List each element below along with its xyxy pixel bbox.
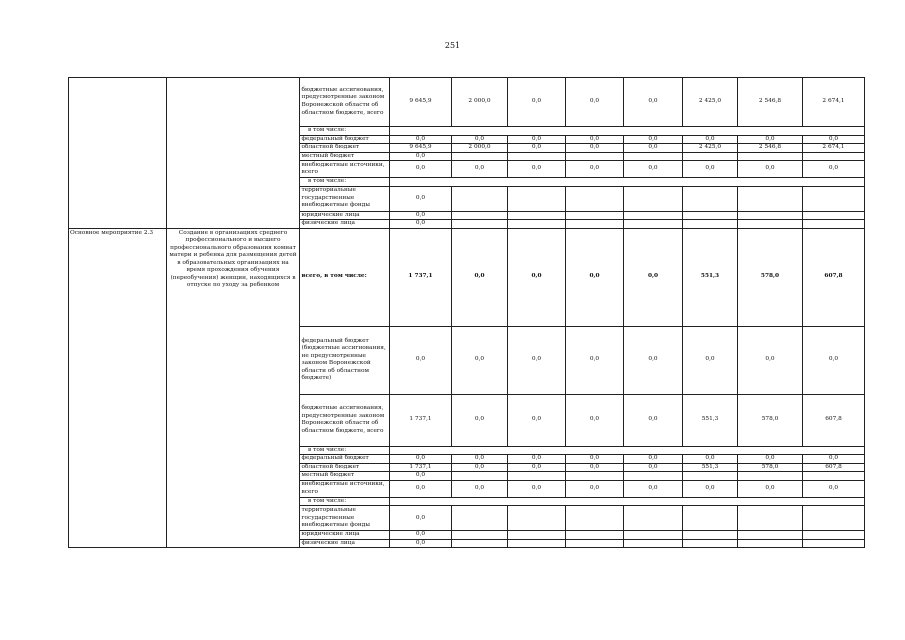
value-cell: 0,0 — [508, 228, 566, 326]
empty-cell — [452, 531, 508, 540]
empty-cell — [452, 152, 508, 161]
value-cell: 0,0 — [390, 135, 452, 144]
empty-cell — [566, 220, 624, 229]
value-cell: 0,0 — [390, 455, 452, 464]
value-cell: 0,0 — [452, 394, 508, 446]
empty-cell — [566, 152, 624, 161]
value-cell: 0,0 — [683, 455, 738, 464]
funding-source-label: областной бюджет — [300, 144, 390, 153]
value-cell: 0,0 — [508, 463, 566, 472]
value-cell: 0,0 — [390, 480, 452, 497]
funding-source-label: бюджетные ассигнования, предусмотренные законом Воронежской области об областном бюджете, всего — [300, 394, 390, 446]
empty-cell — [803, 472, 865, 481]
value-cell: 0,0 — [508, 455, 566, 464]
value-cell: 2 000,0 — [452, 78, 508, 127]
empty-cell — [390, 446, 452, 455]
empty-cell — [452, 446, 508, 455]
empty-cell — [803, 186, 865, 211]
empty-cell — [803, 446, 865, 455]
empty-cell — [683, 472, 738, 481]
value-cell: 0,0 — [566, 135, 624, 144]
empty-cell — [508, 497, 566, 506]
value-cell: 0,0 — [738, 135, 803, 144]
funding-source-label: физические лица — [300, 539, 390, 548]
empty-cell — [624, 178, 683, 187]
empty-cell — [566, 186, 624, 211]
empty-cell — [566, 539, 624, 548]
empty-cell — [566, 531, 624, 540]
empty-cell — [566, 211, 624, 220]
empty-cell — [508, 506, 566, 531]
empty-cell — [738, 531, 803, 540]
empty-cell — [683, 186, 738, 211]
value-cell: 0,0 — [566, 326, 624, 394]
funding-source-label: внебюджетные источники, всего — [300, 161, 390, 178]
value-cell: 0,0 — [452, 455, 508, 464]
empty-cell — [683, 220, 738, 229]
value-cell: 0,0 — [390, 539, 452, 548]
empty-cell — [738, 127, 803, 136]
value-cell: 0,0 — [624, 480, 683, 497]
empty-cell — [566, 506, 624, 531]
empty-cell — [683, 497, 738, 506]
empty-cell — [624, 220, 683, 229]
funding-source-label: территориальные государственные внебюджетные фонды — [300, 506, 390, 531]
empty-cell — [566, 497, 624, 506]
value-cell: 0,0 — [452, 161, 508, 178]
value-cell: 551,3 — [683, 394, 738, 446]
value-cell: 607,8 — [803, 463, 865, 472]
value-cell: 607,8 — [803, 228, 865, 326]
empty-cell — [452, 127, 508, 136]
value-cell: 0,0 — [803, 326, 865, 394]
empty-cell — [803, 211, 865, 220]
value-cell: 0,0 — [566, 78, 624, 127]
value-cell: 0,0 — [452, 326, 508, 394]
value-cell: 607,8 — [803, 394, 865, 446]
empty-cell — [738, 211, 803, 220]
value-cell: 9 645,9 — [390, 144, 452, 153]
empty-cell — [738, 186, 803, 211]
value-cell: 0,0 — [452, 228, 508, 326]
empty-cell — [624, 446, 683, 455]
value-cell: 1 737,1 — [390, 394, 452, 446]
page-number: 251 — [444, 41, 461, 50]
empty-cell — [508, 472, 566, 481]
value-cell: 0,0 — [452, 463, 508, 472]
empty-cell — [683, 127, 738, 136]
funding-source-label: физические лица — [300, 220, 390, 229]
empty-cell — [508, 531, 566, 540]
empty-cell — [624, 539, 683, 548]
funding-source-label: областной бюджет — [300, 463, 390, 472]
empty-cell — [508, 127, 566, 136]
empty-cell — [452, 497, 508, 506]
empty-cell — [683, 211, 738, 220]
empty-cell — [738, 152, 803, 161]
value-cell: 0,0 — [508, 135, 566, 144]
empty-cell — [738, 497, 803, 506]
value-cell: 0,0 — [624, 394, 683, 446]
value-cell: 0,0 — [624, 144, 683, 153]
funding-source-label: местный бюджет — [300, 472, 390, 481]
table-row — [69, 78, 865, 127]
funding-source-label: в том числе: — [300, 446, 390, 455]
value-cell: 0,0 — [390, 152, 452, 161]
value-cell: 0,0 — [390, 472, 452, 481]
value-cell: 2 674,1 — [803, 78, 865, 127]
value-cell: 0,0 — [566, 228, 624, 326]
empty-cell — [803, 531, 865, 540]
funding-source-label: бюджетные ассигнования, предусмотренные законом Воронежской области об областном бюджете, всего — [300, 78, 390, 127]
value-cell: 0,0 — [738, 455, 803, 464]
activity-cell — [69, 78, 167, 229]
empty-cell — [508, 186, 566, 211]
value-cell: 0,0 — [624, 228, 683, 326]
value-cell: 0,0 — [738, 480, 803, 497]
value-cell: 2 425,0 — [683, 144, 738, 153]
empty-cell — [566, 127, 624, 136]
funding-source-label: юридические лица — [300, 531, 390, 540]
value-cell: 0,0 — [624, 463, 683, 472]
empty-cell — [452, 539, 508, 548]
value-cell: 578,0 — [738, 463, 803, 472]
funding-source-label: в том числе: — [300, 178, 390, 187]
empty-cell — [390, 127, 452, 136]
empty-cell — [452, 472, 508, 481]
empty-cell — [452, 211, 508, 220]
funding-source-label: федеральный бюджет (бюджетные ассигнования, не предусмотренные законом Воронежской области об областном бюджете) — [300, 326, 390, 394]
value-cell: 0,0 — [803, 161, 865, 178]
empty-cell — [452, 220, 508, 229]
empty-cell — [683, 446, 738, 455]
value-cell: 0,0 — [624, 455, 683, 464]
empty-cell — [803, 178, 865, 187]
empty-cell — [508, 446, 566, 455]
value-cell: 0,0 — [624, 161, 683, 178]
value-cell: 0,0 — [566, 463, 624, 472]
empty-cell — [683, 531, 738, 540]
empty-cell — [624, 211, 683, 220]
empty-cell — [624, 497, 683, 506]
value-cell: 0,0 — [390, 211, 452, 220]
value-cell: 0,0 — [803, 135, 865, 144]
empty-cell — [566, 472, 624, 481]
empty-cell — [390, 497, 452, 506]
value-cell: 0,0 — [803, 455, 865, 464]
value-cell: 0,0 — [683, 326, 738, 394]
value-cell: 2 546,8 — [738, 78, 803, 127]
empty-cell — [738, 539, 803, 548]
funding-source-label: в том числе: — [300, 497, 390, 506]
funding-source-label: территориальные государственные внебюджетные фонды — [300, 186, 390, 211]
empty-cell — [624, 472, 683, 481]
value-cell: 2 000,0 — [452, 144, 508, 153]
value-cell: 0,0 — [508, 326, 566, 394]
empty-cell — [683, 539, 738, 548]
value-cell: 9 645,9 — [390, 78, 452, 127]
funding-source-label: местный бюджет — [300, 152, 390, 161]
value-cell: 0,0 — [390, 161, 452, 178]
empty-cell — [390, 178, 452, 187]
value-cell: 0,0 — [508, 394, 566, 446]
value-cell: 0,0 — [390, 506, 452, 531]
funding-source-label: в том числе: — [300, 127, 390, 136]
empty-cell — [624, 186, 683, 211]
value-cell: 0,0 — [390, 186, 452, 211]
value-cell: 2 546,8 — [738, 144, 803, 153]
empty-cell — [452, 506, 508, 531]
value-cell: 578,0 — [738, 394, 803, 446]
empty-cell — [803, 220, 865, 229]
empty-cell — [452, 186, 508, 211]
value-cell: 0,0 — [390, 220, 452, 229]
empty-cell — [738, 506, 803, 531]
empty-cell — [683, 152, 738, 161]
value-cell: 0,0 — [508, 144, 566, 153]
empty-cell — [566, 446, 624, 455]
value-cell: 0,0 — [508, 480, 566, 497]
value-cell: 0,0 — [683, 480, 738, 497]
empty-cell — [508, 539, 566, 548]
empty-cell — [803, 539, 865, 548]
funding-source-label: всего, в том числе: — [300, 228, 390, 326]
empty-cell — [624, 531, 683, 540]
activity-cell: Основное мероприятие 2.3 — [69, 228, 167, 548]
value-cell: 1 737,1 — [390, 228, 452, 326]
empty-cell — [738, 178, 803, 187]
empty-cell — [738, 472, 803, 481]
empty-cell — [803, 152, 865, 161]
value-cell: 0,0 — [566, 144, 624, 153]
empty-cell — [624, 506, 683, 531]
empty-cell — [683, 506, 738, 531]
empty-cell — [624, 152, 683, 161]
empty-cell — [803, 497, 865, 506]
value-cell: 0,0 — [452, 135, 508, 144]
value-cell: 0,0 — [390, 326, 452, 394]
empty-cell — [624, 127, 683, 136]
value-cell: 0,0 — [390, 531, 452, 540]
value-cell: 0,0 — [508, 78, 566, 127]
value-cell: 551,3 — [683, 228, 738, 326]
value-cell: 0,0 — [738, 326, 803, 394]
empty-cell — [508, 152, 566, 161]
table-row — [69, 228, 865, 326]
value-cell: 0,0 — [566, 480, 624, 497]
value-cell: 578,0 — [738, 228, 803, 326]
empty-cell — [738, 220, 803, 229]
empty-cell — [508, 211, 566, 220]
empty-cell — [508, 220, 566, 229]
value-cell: 0,0 — [624, 326, 683, 394]
value-cell: 0,0 — [508, 161, 566, 178]
value-cell: 0,0 — [624, 135, 683, 144]
funding-source-label: федеральный бюджет — [300, 135, 390, 144]
value-cell: 551,3 — [683, 463, 738, 472]
value-cell: 2 425,0 — [683, 78, 738, 127]
activity-name-cell: Создание в организациях среднего профессионального и высшего профессионального образования комнат матери и ребенка для размещения детей в образовательных организациях на время прохождения обучения (переобучения) женщин, находящихся в отпуске по уходу за ребенком — [167, 228, 300, 548]
value-cell: 0,0 — [683, 135, 738, 144]
funding-source-label: федеральный бюджет — [300, 455, 390, 464]
funding-source-label: юридические лица — [300, 211, 390, 220]
empty-cell — [803, 127, 865, 136]
empty-cell — [738, 446, 803, 455]
value-cell: 0,0 — [803, 480, 865, 497]
empty-cell — [508, 178, 566, 187]
value-cell: 0,0 — [738, 161, 803, 178]
value-cell: 0,0 — [452, 480, 508, 497]
value-cell: 0,0 — [566, 455, 624, 464]
value-cell: 0,0 — [566, 161, 624, 178]
budget-table — [68, 77, 865, 548]
value-cell: 1 737,1 — [390, 463, 452, 472]
value-cell: 0,0 — [566, 394, 624, 446]
empty-cell — [566, 178, 624, 187]
empty-cell — [683, 178, 738, 187]
empty-cell — [803, 506, 865, 531]
funding-source-label: внебюджетные источники, всего — [300, 480, 390, 497]
value-cell: 0,0 — [624, 78, 683, 127]
empty-cell — [452, 178, 508, 187]
value-cell: 2 674,1 — [803, 144, 865, 153]
activity-name-cell — [167, 78, 300, 229]
value-cell: 0,0 — [683, 161, 738, 178]
